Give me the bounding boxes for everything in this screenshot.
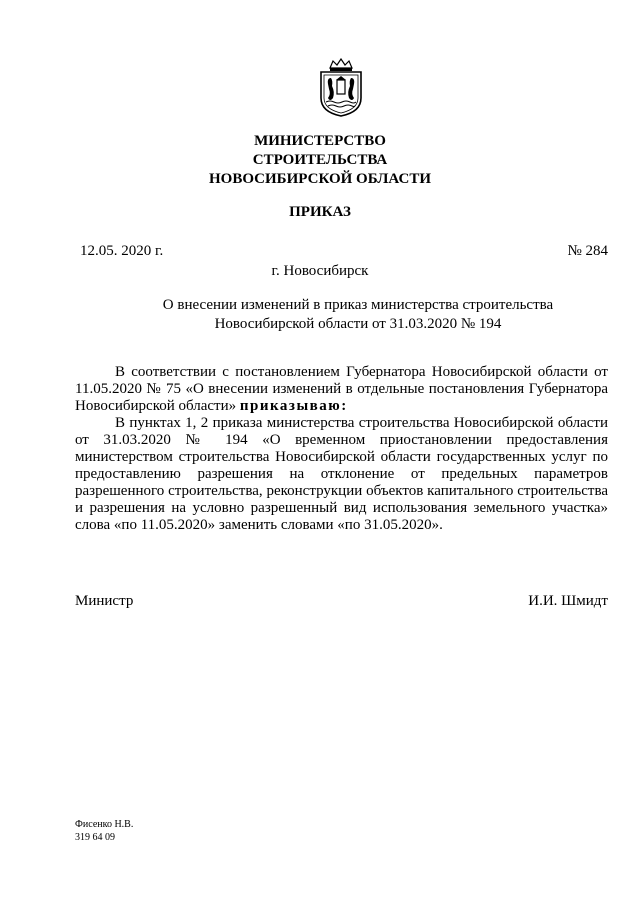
ministry-line: СТРОИТЕЛЬСТВА — [252, 152, 388, 168]
order-date: 12.05. 2020 г. — [80, 243, 164, 259]
ministry-name — [0, 132, 640, 189]
body-paragraph: В пунктах 1, 2 приказа министерства строительства Новосибирской области от 31.03.2020 № 194 «О временном приостановлении предоставления министерством строительства Новосибирской области государственных услуг по предоставлению разрешения на отклонение от предельных параметров разрешенного строительства, реконструкции объектов капитального строительства и разрешения на условно разрешенный вид использования земельного участка» слова «по 11.05.2020» заменить словами «по 31.05.2020». — [75, 415, 608, 533]
body-paragraph — [75, 364, 608, 415]
ministry-line: МИНИСТЕРСТВО — [254, 133, 386, 149]
order-subject — [0, 296, 640, 334]
paragraph-text: В соответствии с постановлением Губернатора Новосибирской области от 11.05.2020 № 75 «О внесении изменений в отдельные постановления Губернатора Новосибирской области» — [75, 364, 608, 414]
signatory-title: Министр — [75, 593, 134, 609]
document-type-title: ПРИКАЗ — [289, 204, 351, 220]
order-directive: приказываю: — [239, 398, 348, 414]
executor-name: Фисенко Н.В. — [75, 819, 134, 830]
executor-info — [75, 818, 133, 844]
order-body — [75, 364, 608, 534]
subject-line: Новосибирской области от 31.03.2020 № 194 — [214, 316, 502, 332]
signatory-name: И.И. Шмидт — [528, 593, 608, 609]
coat-of-arms-icon — [316, 58, 366, 118]
executor-phone: 319 64 09 — [75, 832, 115, 843]
ministry-line: НОВОСИБИРСКОЙ ОБЛАСТИ — [208, 171, 432, 187]
subject-line: О внесении изменений в приказ министерства строительства — [162, 297, 554, 313]
order-city: г. Новосибирск — [271, 263, 369, 279]
order-number: № 284 — [567, 243, 608, 259]
